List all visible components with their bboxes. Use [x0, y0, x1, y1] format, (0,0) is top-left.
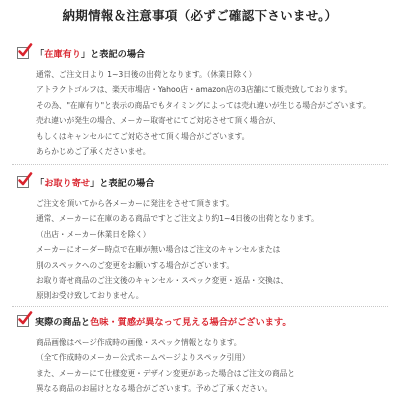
body-line: ご注文を頂いてから各メーカーに発注をさせて頂きます。 — [36, 199, 234, 208]
section-heading-text: 「お取り寄せ」と表記の場合 — [35, 178, 155, 189]
section-heading — [17, 46, 389, 62]
section-color-notice — [17, 314, 389, 397]
body-line: その為、"在庫有り"と表示の商品でもタイミングによっては売れ違いが生じる場合がございます。 — [36, 100, 371, 110]
checkbox-checked-icon — [17, 47, 29, 59]
heading-highlight: 在庫有り — [44, 49, 81, 60]
body-line: （全て作成時のメーカー公式ホームページよりスペック引用） — [36, 353, 250, 363]
heading-highlight: お取り寄せ — [44, 178, 91, 189]
body-line: 通常、ご注文日より 1~3日後の出荷となります。（休業日除く） — [36, 70, 257, 79]
body-line: もしくはキャンセルにてご対応させて頂く場合がございます。 — [36, 131, 250, 141]
body-line: 別のスペックへのご変更をお願いする場合がございます。 — [36, 260, 234, 270]
heading-highlight: 色味・質感が異なって見える場合がございます。 — [90, 317, 292, 328]
body-line: 異なる商品のお届けとなる場合がございます。予めご了承ください。 — [36, 384, 273, 394]
body-line: 売れ違いが発生の場合、メーカー取寄せにてご対応させて頂く場合が、 — [36, 116, 281, 126]
checkbox-checked-icon — [17, 176, 29, 188]
body-line: 原則お受け致しておりません。 — [36, 291, 144, 301]
section-divider — [12, 306, 388, 307]
body-line: 通常、メーカーに在庫のある商品ですとご注文より約1~4日後の出荷となります。 — [36, 214, 319, 224]
section-heading — [17, 175, 389, 191]
section-in-stock — [17, 46, 389, 159]
body-line: 商品画像はページ作成時の画像・スペック情報となります。 — [36, 338, 242, 347]
body-line: メーカーにオーダー時点で在庫が無い場合はご注文のキャンセルまたは — [36, 245, 281, 255]
section-body — [36, 196, 389, 304]
body-line: お取り寄せ商品のご注文後のキャンセル・スペック変更・返品・交換は、 — [36, 275, 289, 285]
page-title: 納期情報＆注意事項（必ずご確認下さいませ。） — [62, 8, 338, 23]
section-body — [36, 335, 389, 397]
body-line: （出店・メーカー休業日を除く） — [36, 229, 151, 239]
checkbox-checked-icon — [17, 315, 29, 327]
section-divider — [12, 164, 388, 165]
body-line: アトラクトゴルフは、楽天市場店・Yahoo店・amazon店の3店舗にて販売致しております。 — [36, 85, 353, 95]
section-body — [36, 67, 389, 159]
section-heading-text: 実際の商品と色味・質感が異なって見える場合がございます。 — [35, 317, 292, 328]
body-line: また、メーカーにて仕様変更・デザイン変更があった場合はご注文の商品と — [36, 368, 295, 378]
section-heading-text: 「在庫有り」と表記の場合 — [35, 49, 146, 60]
section-heading — [17, 314, 389, 330]
body-line: あらかじめご了承くださいませ。 — [36, 146, 151, 156]
section-order-in — [17, 175, 389, 304]
